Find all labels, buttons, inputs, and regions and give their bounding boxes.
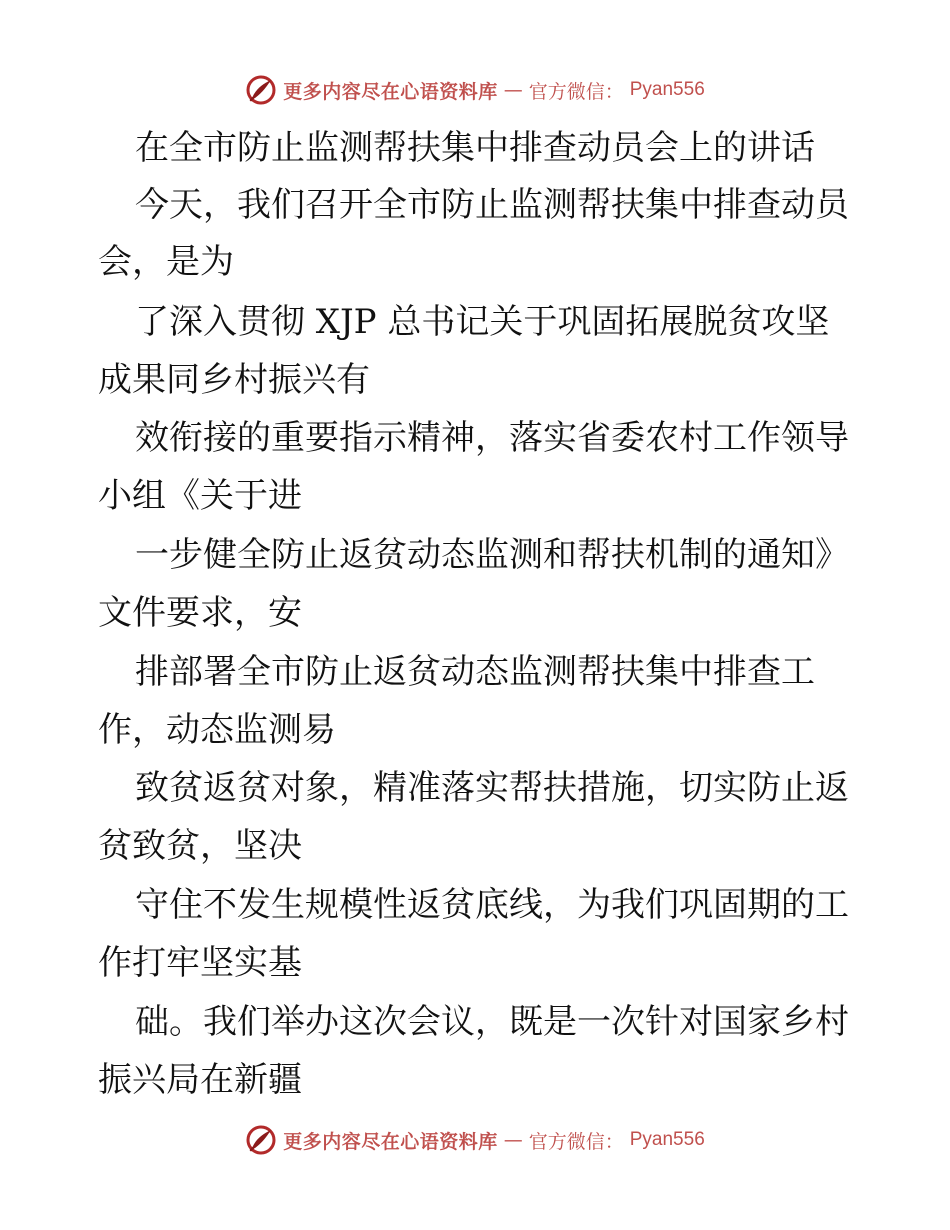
paragraph-line: 致贫返贫对象，精准落实帮扶措施，切实防止返 (135, 768, 849, 808)
paragraph-line: 效衔接的重要指示精神，落实省委农村工作领导 (135, 418, 849, 458)
paragraph-line: 今天，我们召开全市防止监测帮扶集中排查动员 (135, 185, 849, 225)
paragraph-line: 成果同乡村振兴有 (98, 360, 370, 400)
quill-logo-icon (245, 74, 277, 106)
footer-separator: — (503, 1129, 523, 1151)
paragraph-line: 振兴局在新疆 (98, 1060, 302, 1100)
paragraph-line: 作打牢坚实基 (98, 943, 302, 983)
footer-promo-text: 更多内容尽在心语资料库 (283, 1130, 498, 1153)
document-title: 在全市防止监测帮扶集中排查动员会上的讲话 (135, 128, 815, 168)
footer-wechat-handle: Pyan556 (629, 1129, 705, 1150)
header-promo-text: 更多内容尽在心语资料库 (283, 80, 498, 103)
paragraph-line: 础。我们举办这次会议，既是一次针对国家乡村 (135, 1002, 849, 1042)
footer-banner (0, 1120, 950, 1160)
paragraph-line: 守住不发生规模性返贫底线，为我们巩固期的工 (135, 885, 849, 925)
header-banner (0, 70, 950, 110)
paragraph-line: 文件要求，安 (98, 593, 302, 633)
paragraph-line: 贫致贫，坚决 (98, 826, 302, 866)
paragraph-line: 小组《关于进 (98, 476, 302, 516)
paragraph-line: 一步健全防止返贫动态监测和帮扶机制的通知》 (135, 535, 849, 575)
paragraph-line: 了深入贯彻 XJP 总书记关于巩固拓展脱贫攻坚 (135, 302, 830, 342)
quill-logo-icon (245, 1124, 277, 1156)
header-wechat-label: 官方微信： (528, 80, 624, 103)
header-wechat-handle: Pyan556 (629, 79, 705, 100)
header-separator: — (503, 79, 523, 101)
footer-wechat-label: 官方微信： (528, 1130, 624, 1153)
paragraph-line: 会，是为 (98, 242, 234, 282)
paragraph-line: 排部署全市防止返贫动态监测帮扶集中排查工 (135, 652, 815, 692)
paragraph-line: 作，动态监测易 (98, 710, 336, 750)
